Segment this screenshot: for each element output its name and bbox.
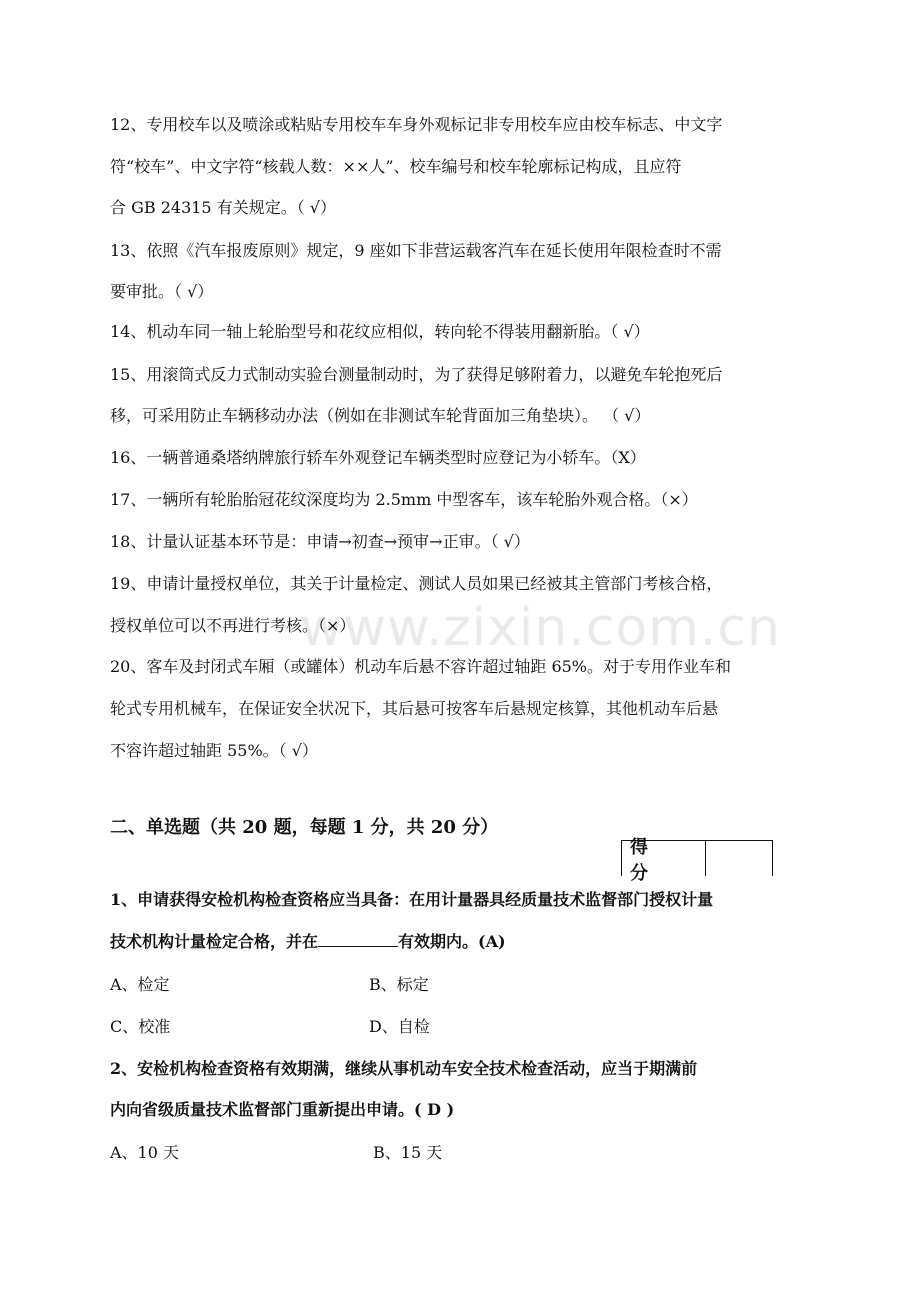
judgment-12-line-2: 符“校车”、中文字符“核载人数：××人”、校车编号和校车轮廓标记构成，且应符 [110,157,682,176]
question-1-option-d: D、自检 [369,1017,430,1036]
score-box [621,836,773,884]
judgment-13-line-1: 13、依照《汽车报废原则》规定，9 座如下非营运载客汽车在延长使用年限检查时不需 [110,241,722,260]
question-1-line-2 [110,932,506,952]
judgment-20-line-2: 轮式专用机械车，在保证安全状况下，其后悬可按客车后悬规定核算，其他机动车后悬 [110,699,719,718]
question-1-line-1: 1、申请获得安检机构检查资格应当具备：在用计量器具经质量技术监督部门授权计量 [110,890,714,909]
judgment-13-line-2: 要审批。（ √） [110,282,214,301]
judgment-20-line-3: 不容许超过轴距 55%。（ √） [110,741,318,760]
question-1-text-before-blank: 技术机构计量检定合格，并在 [110,932,319,951]
judgment-15-line-2: 移，可采用防止车辆移动办法（例如在非测试车轮背面加三角垫块）。 （ √） [110,406,651,425]
question-2-line-1: 2、安检机构检查资格有效期满，继续从事机动车安全技术检查活动，应当于期满前 [110,1059,698,1078]
question-1-option-a: A、检定 [110,975,170,994]
judgment-16-line-1: 16、一辆普通桑塔纳牌旅行轿车外观登记车辆类型时应登记为小轿车。（X） [110,448,646,467]
judgment-12-line-3: 合 GB 24315 有关规定。（ √） [110,198,336,217]
judgment-17-line-1: 17、一辆所有轮胎胎冠花纹深度均为 2.5mm 中型客车，该车轮胎外观合格。（×） [110,490,698,509]
question-1-option-b: B、标定 [369,975,429,994]
score-label: 得 分 [622,841,706,876]
judgment-20-line-1: 20、客车及封闭式车厢（或罐体）机动车后悬不容许超过轴距 65%。对于专用作业车和 [110,657,732,676]
question-1-text-after-blank: 有效期内。(A) [398,932,506,951]
judgment-18-line-1: 18、计量认证基本环节是：申请→初查→预审→正审。（ √） [110,532,530,551]
judgment-15-line-1: 15、用滚筒式反力式制动实验台测量制动时，为了获得足够附着力，以避免车轮抱死后 [110,365,723,384]
judgment-19-line-1: 19、申请计量授权单位，其关于计量检定、测试人员如果已经被其主管部门考核合格， [110,574,723,593]
answer-blank [318,932,398,947]
section-2-title: 二、单选题（共 20 题，每题 1 分，共 20 分） [110,817,499,838]
question-2-option-b: B、15 天 [373,1143,443,1162]
watermark: www.zixin.com.cn [300,598,781,658]
question-2-option-a: A、10 天 [110,1143,180,1162]
judgment-19-line-2: 授权单位可以不再进行考核。（×） [110,616,356,635]
question-2-line-2: 内向省级质量技术监督部门重新提出申请。( D ) [110,1100,455,1119]
question-1-option-c: C、校准 [110,1017,171,1036]
score-value-field[interactable] [706,841,772,876]
judgment-14-line-1: 14、机动车同一轴上轮胎型号和花纹应相似，转向轮不得装用翻新胎。（ √） [110,322,650,341]
judgment-12-line-1: 12、专用校车以及喷涂或粘贴专用校车车身外观标记非专用校车应由校车标志、中文字 [110,115,723,134]
